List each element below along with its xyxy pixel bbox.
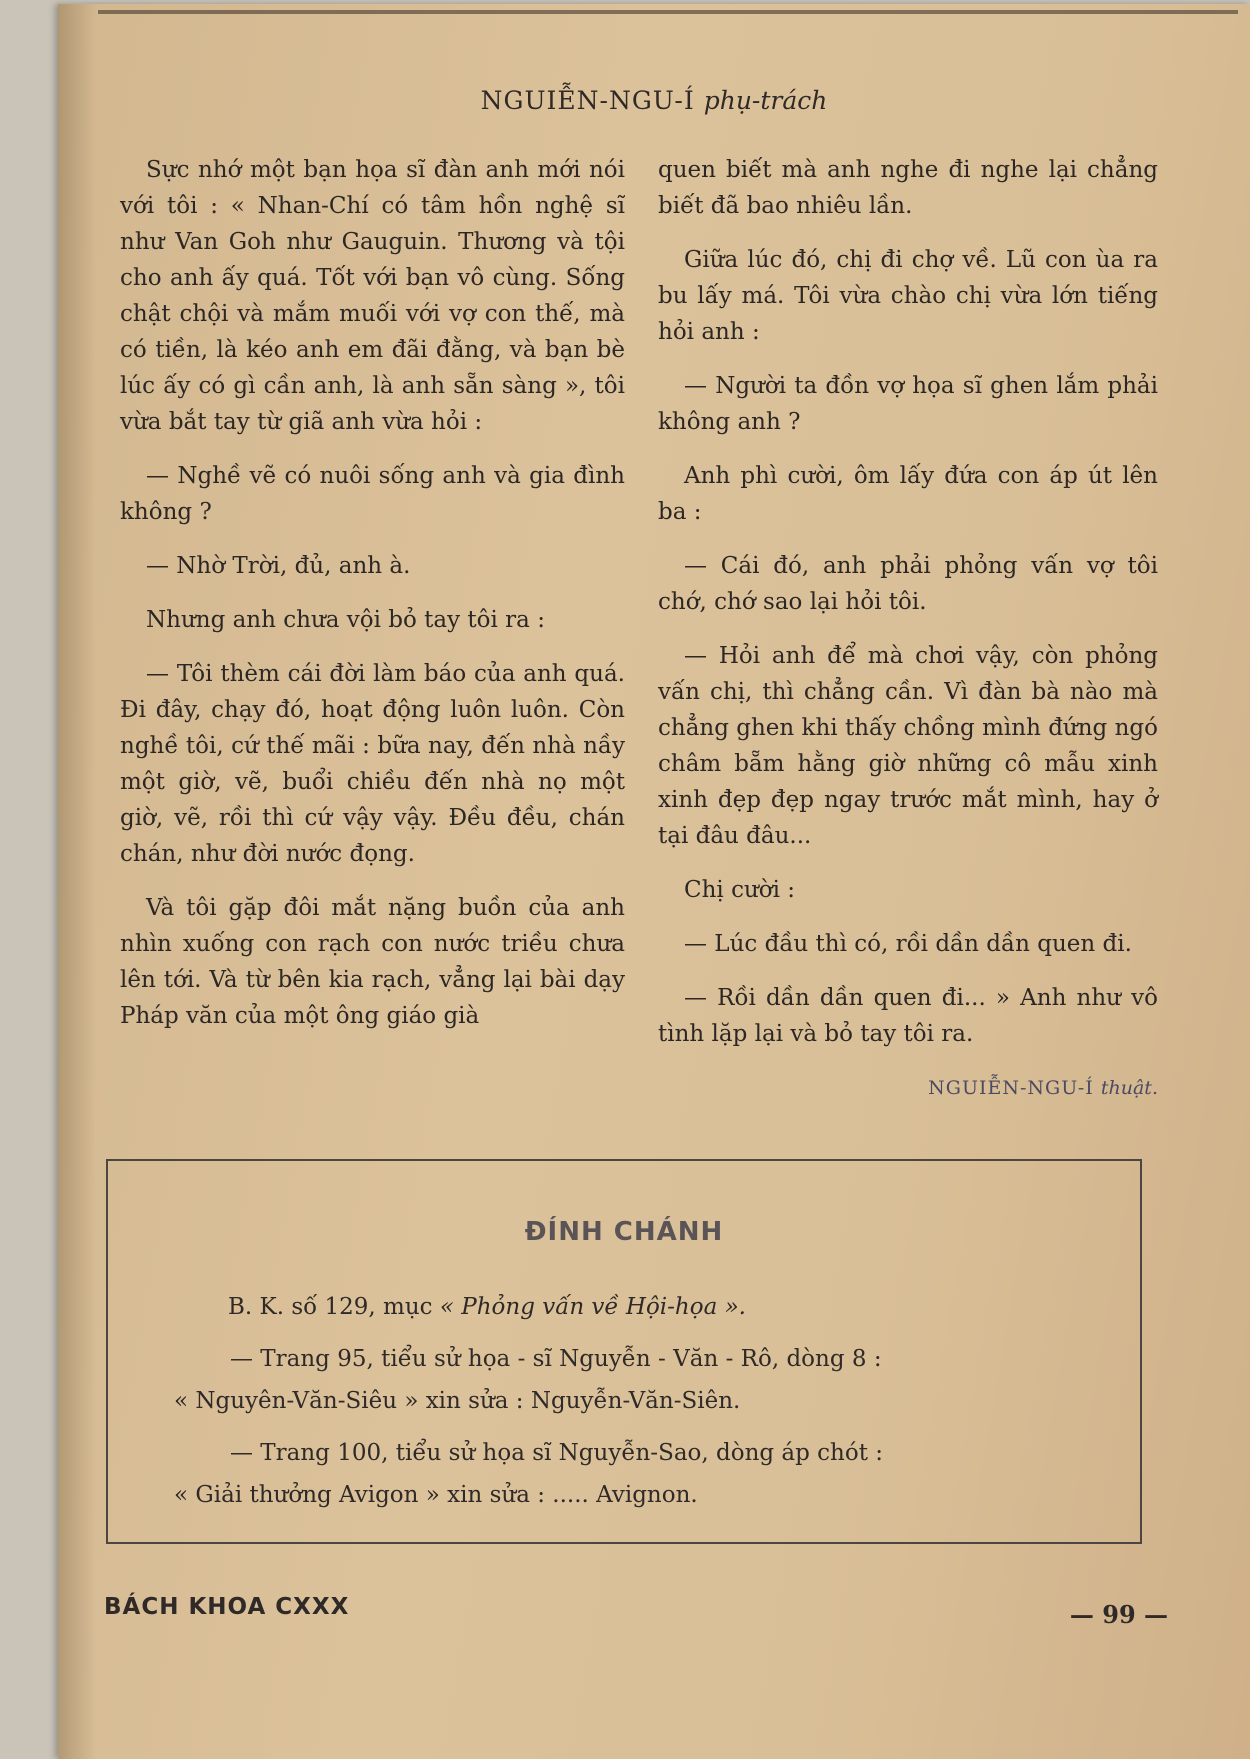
magazine-page xyxy=(58,4,1250,1759)
paragraph: quen biết mà anh nghe đi nghe lại chẳng biết đã bao nhiêu lần. xyxy=(658,157,1158,219)
reference-prefix: B. K. số 129, mục xyxy=(228,1294,433,1320)
paragraph: Và tôi gặp đôi mắt nặng buồn của anh nhìn xuống con rạch con nước triều chưa lên tới. Và từ bên kia rạch, vẳng lại bài dạy Pháp văn của một ông giáo già xyxy=(120,895,625,1029)
header-author: NGUIỄN-NGU-Í xyxy=(480,86,695,115)
paragraph: — Nhờ Trời, đủ, anh à. xyxy=(146,553,411,579)
magazine-name: BÁCH KHOA CXXX xyxy=(104,1594,350,1620)
left-column xyxy=(120,152,625,1052)
paragraph: Chị cười : xyxy=(684,877,796,903)
paragraph: — Người ta đồn vợ họa sĩ ghen lắm phải không anh ? xyxy=(658,373,1158,435)
correction-box xyxy=(106,1159,1142,1544)
page-top-edge xyxy=(98,10,1238,14)
signature-role: thuật. xyxy=(1100,1077,1158,1099)
paragraph: — Rồi dần dần quen đi... » Anh như vô tình lặp lại và bỏ tay tôi ra. xyxy=(658,985,1158,1047)
correction-item xyxy=(174,1338,1074,1422)
reference-title: « Phỏng vấn về Hội-họa ». xyxy=(439,1294,746,1320)
paragraph: Anh phì cười, ôm lấy đứa con áp út lên ba : xyxy=(658,463,1158,525)
correction-item-line: — Trang 100, tiểu sử họa sĩ Nguyễn-Sao, dòng áp chót : xyxy=(230,1440,884,1466)
right-column xyxy=(658,152,1158,1106)
paragraph: — Tôi thèm cái đời làm báo của anh quá. Đi đây, chạy đó, hoạt động luôn luôn. Còn nghề tôi, cứ thế mãi : bữa nay, đến nhà nầy một giờ, vẽ, buổi chiều đến nhà nọ một giờ, vẽ, rồi thì cứ vậy vậy. Đều đều, chán chán, như đời nước đọng. xyxy=(120,661,625,867)
correction-item-line: « Nguyên-Văn-Siêu » xin sửa : Nguyễn-Văn-Siên. xyxy=(174,1388,741,1414)
article-signature xyxy=(658,1070,1158,1106)
correction-reference xyxy=(174,1286,1074,1328)
paragraph: — Nghề vẽ có nuôi sống anh và gia đình không ? xyxy=(120,463,625,525)
paragraph: — Lúc đầu thì có, rồi dần dần quen đi. xyxy=(684,931,1132,957)
paragraph: — Cái đó, anh phải phỏng vấn vợ tôi chớ, chớ sao lại hỏi tôi. xyxy=(658,553,1158,615)
page-gutter-shadow xyxy=(58,4,96,1759)
correction-item-line: — Trang 95, tiểu sử họa - sĩ Nguyễn - Văn - Rô, dòng 8 : xyxy=(230,1346,882,1372)
signature-name: NGUIỄN-NGU-Í xyxy=(928,1077,1094,1099)
paragraph: Nhưng anh chưa vội bỏ tay tôi ra : xyxy=(146,607,545,633)
paragraph: Giữa lúc đó, chị đi chợ về. Lũ con ùa ra bu lấy má. Tôi vừa chào chị vừa lớn tiếng hỏi anh : xyxy=(658,247,1158,345)
page-number: — 99 — xyxy=(1069,1600,1168,1629)
correction-body xyxy=(174,1286,1074,1526)
correction-item-line: « Giải thưởng Avigon » xin sửa : ..... Avignon. xyxy=(174,1482,698,1508)
header-role: phụ-trách xyxy=(703,86,828,115)
running-header xyxy=(58,86,1250,115)
correction-item xyxy=(174,1432,1074,1516)
paragraph: — Hỏi anh để mà chơi vậy, còn phỏng vấn chị, thì chẳng cần. Vì đàn bà nào mà chẳng ghen khi thấy chồng mình đứng ngó châm bẵm hằng giờ những cô mẫu xinh xinh đẹp đẹp ngay trước mắt mình, hay ở tại đâu đâu... xyxy=(658,643,1158,849)
paragraph: Sực nhớ một bạn họa sĩ đàn anh mới nói với tôi : « Nhan-Chí có tâm hồn nghệ sĩ như Van Goh như Gauguin. Thương và tội cho anh ấy quá. Tốt với bạn vô cùng. Sống chật chội và mắm muối với vợ con thế, mà có tiền, là kéo anh em đãi đằng, và bạn bè lúc ấy có gì cần anh, là anh sẵn sàng », tôi vừa bắt tay từ giã anh vừa hỏi : xyxy=(120,157,625,435)
correction-title: ĐÍNH CHÁNH xyxy=(524,1217,724,1247)
